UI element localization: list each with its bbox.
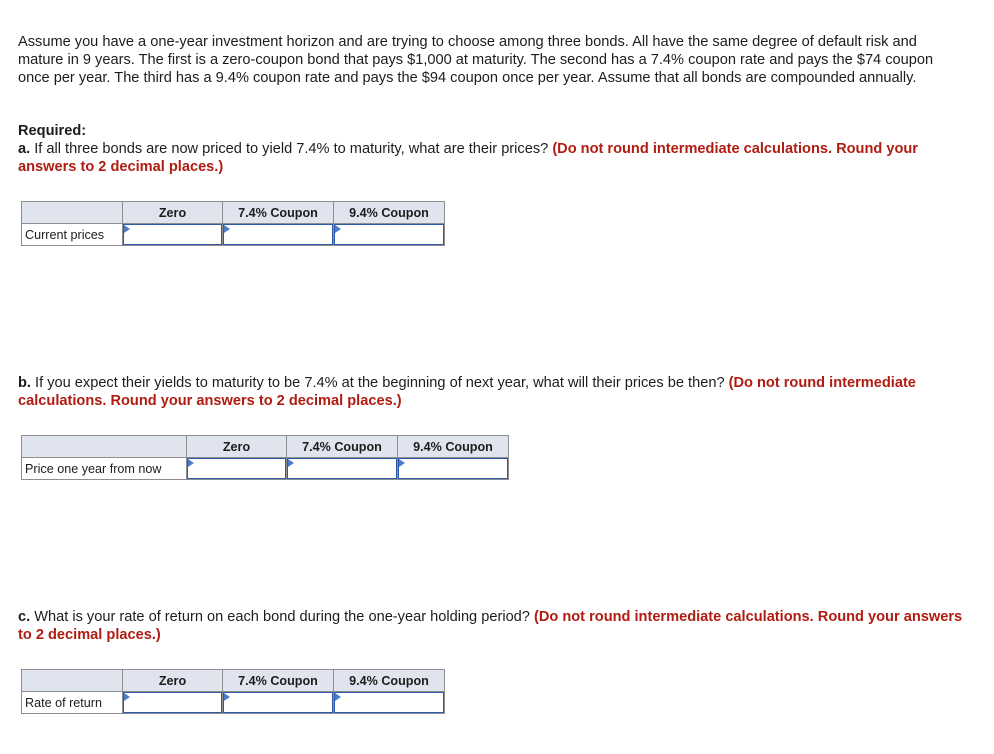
return-9-4-coupon-input[interactable] <box>334 692 444 713</box>
question-c-text: What is your rate of return on each bond during the one-year holding period? <box>30 609 530 625</box>
cell-7-4-coupon <box>223 692 334 714</box>
cell-zero <box>187 458 287 480</box>
problem-intro: Assume you have a one-year investment horizon and are trying to choose among three bonds. All have the same degree of default risk and mature in 9 years. The first is a zero-coupon bond that pays $1,000 at maturity. The second has a 7.4% coupon rate and pays the $74 coupon once per year. The third has a 9.4% coupon rate and pays the $94 coupon once per year. Assume that all bonds are compounded annually. <box>18 34 934 86</box>
current-price-zero-input[interactable] <box>123 224 222 245</box>
question-b-text: If you expect their yields to maturity to be 7.4% at the beginning of next year, what will their prices be then? <box>30 375 725 391</box>
header-corner <box>22 202 123 224</box>
question-c-instruction: (Do not round intermediate calculations. Round your answers to 2 decimal places.) <box>18 609 963 643</box>
required-heading: Required: <box>18 123 87 139</box>
column-header-9-4-coupon: 9.4% Coupon <box>398 436 509 458</box>
column-header-9-4-coupon: 9.4% Coupon <box>334 202 445 224</box>
question-b-instruction: (Do not round intermediate calculations. Round your answers to 2 decimal places.) <box>18 375 916 409</box>
future-price-7-4-coupon-input[interactable] <box>287 458 397 479</box>
cell-9-4-coupon <box>398 458 509 480</box>
answer-table-a-header <box>22 202 445 224</box>
return-zero-input[interactable] <box>123 692 222 713</box>
column-header-9-4-coupon: 9.4% Coupon <box>334 670 445 692</box>
current-price-7-4-coupon-input[interactable] <box>223 224 333 245</box>
future-price-zero-input[interactable] <box>187 458 286 479</box>
table-row <box>22 458 509 480</box>
row-label-current-prices: Current prices <box>22 224 123 246</box>
cell-7-4-coupon <box>287 458 398 480</box>
cell-7-4-coupon <box>223 224 334 246</box>
return-7-4-coupon-input[interactable] <box>223 692 333 713</box>
answer-table-c <box>21 669 445 714</box>
column-header-zero: Zero <box>187 436 287 458</box>
answer-table-c-header <box>22 670 445 692</box>
row-label-rate-of-return: Rate of return <box>22 692 123 714</box>
question-b-lead: b. <box>18 375 31 391</box>
answer-table-b-header <box>22 436 509 458</box>
question-c-lead: c. <box>18 609 31 625</box>
question-b <box>18 374 963 410</box>
question-a-text: If all three bonds are now priced to yield 7.4% to maturity, what are their prices? <box>30 141 549 157</box>
cell-zero <box>123 224 223 246</box>
future-price-9-4-coupon-input[interactable] <box>398 458 508 479</box>
column-header-7-4-coupon: 7.4% Coupon <box>287 436 398 458</box>
column-header-zero: Zero <box>123 670 223 692</box>
column-header-7-4-coupon: 7.4% Coupon <box>223 202 334 224</box>
header-corner <box>22 436 187 458</box>
cell-zero <box>123 692 223 714</box>
table-row <box>22 224 445 246</box>
question-a-instruction: (Do not round intermediate calculations. Round your answers to 2 decimal places.) <box>18 141 918 175</box>
answer-table-b <box>21 435 509 480</box>
cell-9-4-coupon <box>334 692 445 714</box>
question-a-lead: a. <box>18 141 31 157</box>
column-header-zero: Zero <box>123 202 223 224</box>
header-corner <box>22 670 123 692</box>
row-label-price-one-year: Price one year from now <box>22 458 187 480</box>
cell-9-4-coupon <box>334 224 445 246</box>
question-c <box>18 608 963 644</box>
table-row <box>22 692 445 714</box>
current-price-9-4-coupon-input[interactable] <box>334 224 444 245</box>
column-header-7-4-coupon: 7.4% Coupon <box>223 670 334 692</box>
answer-table-a <box>21 201 445 246</box>
question-a <box>18 140 963 176</box>
